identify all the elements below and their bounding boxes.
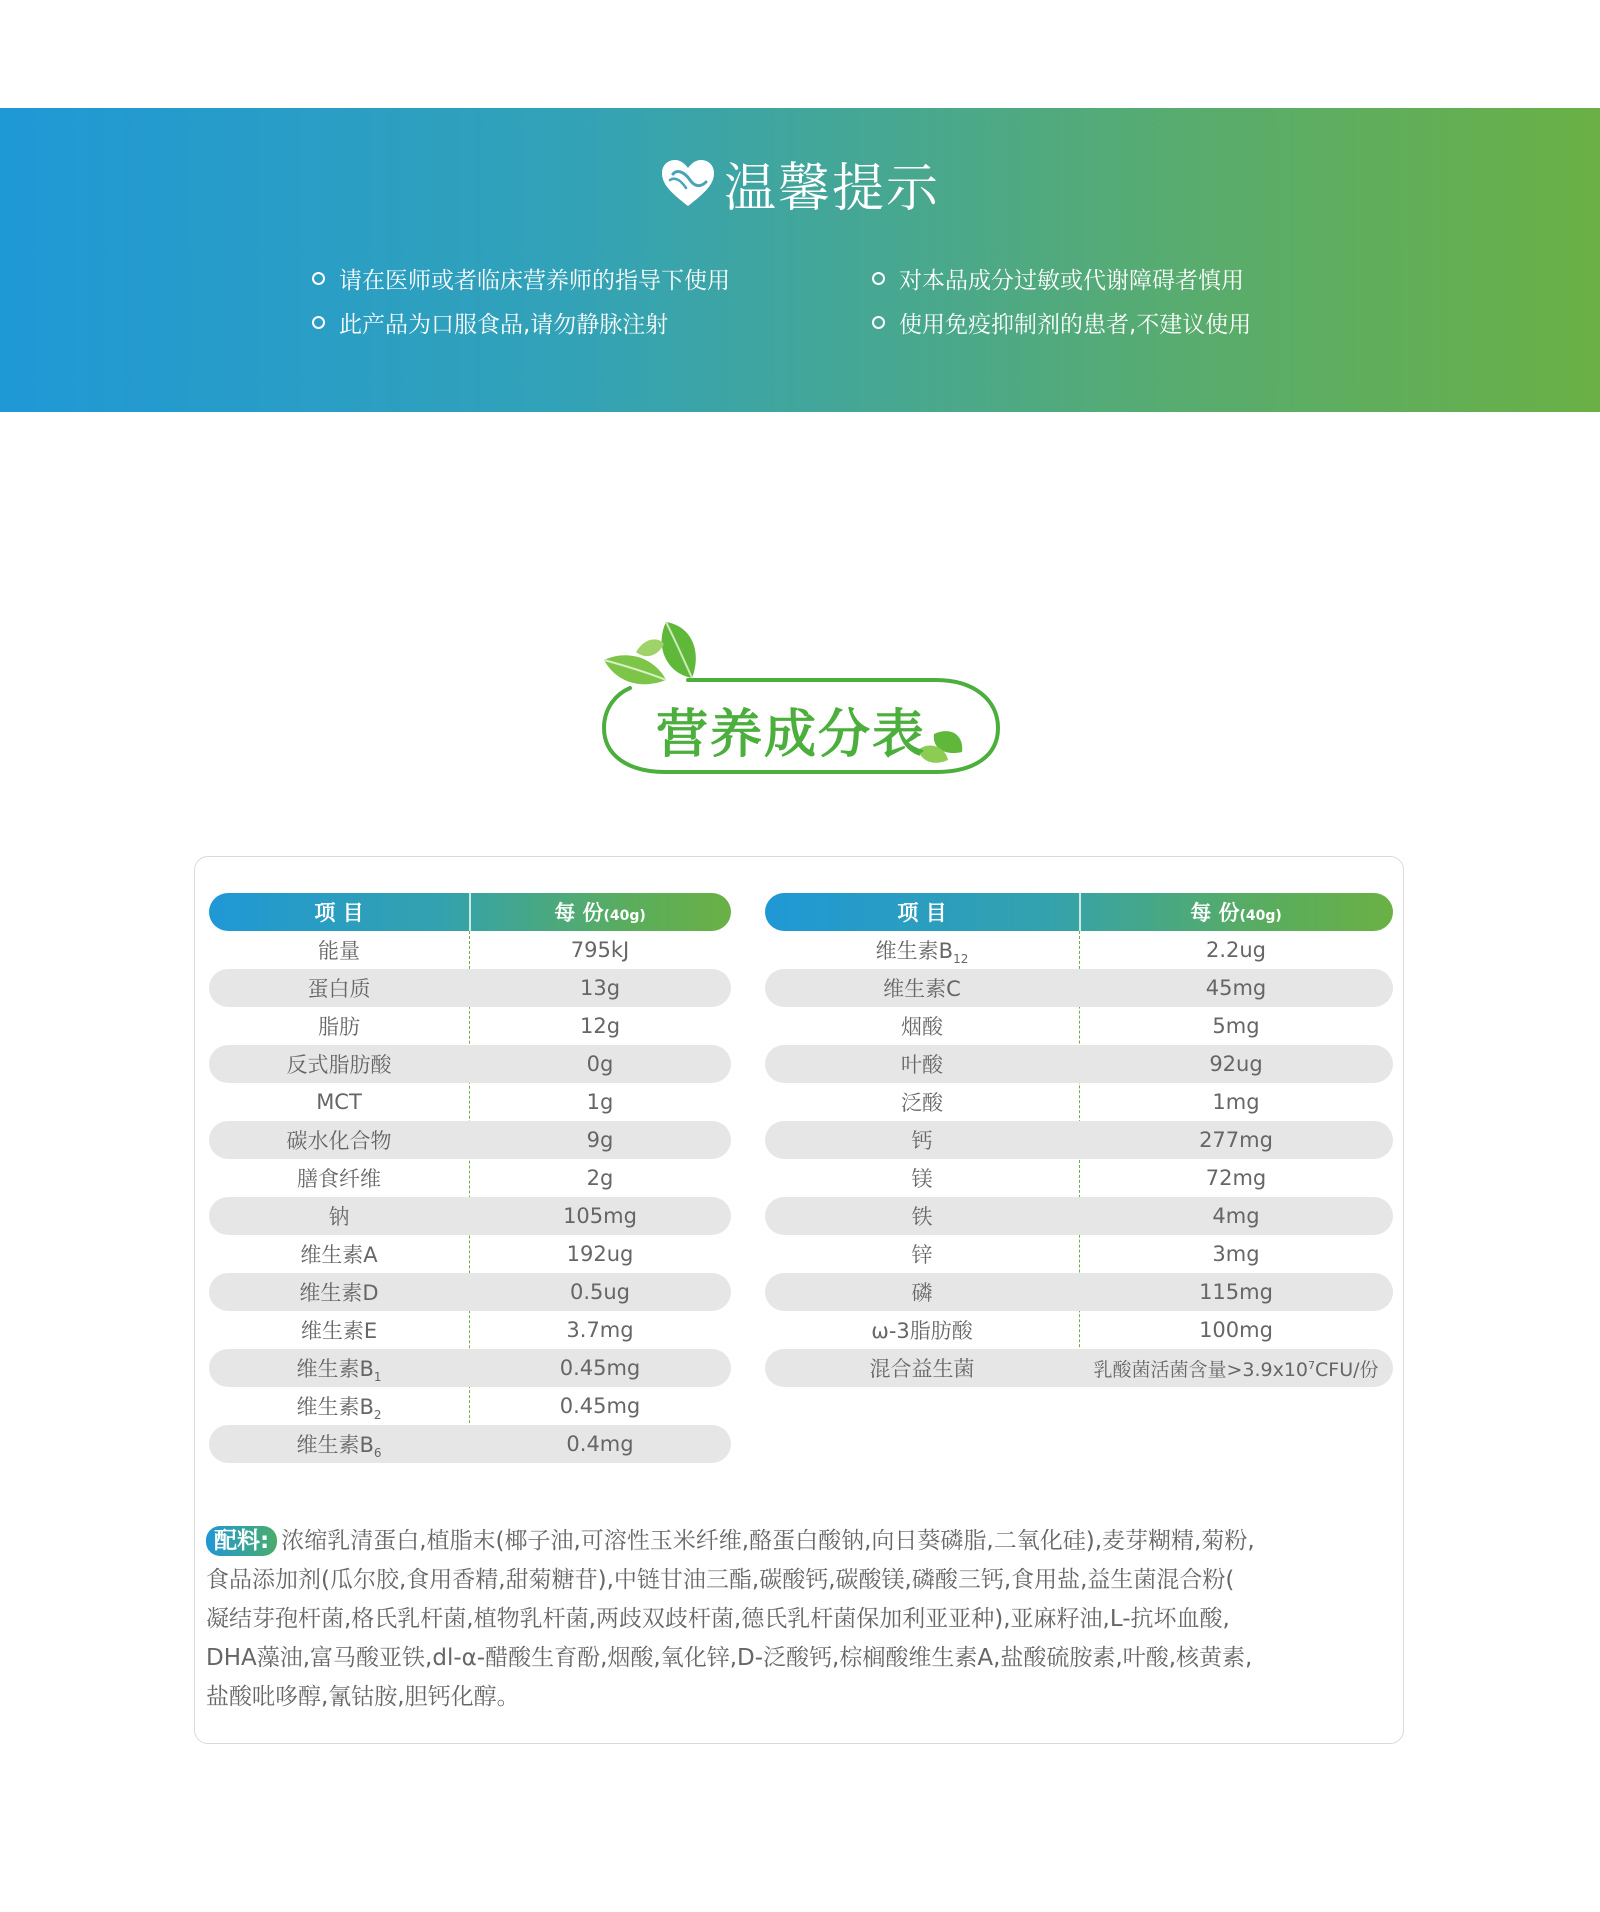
tips-title-text: 温馨提示 bbox=[723, 159, 940, 219]
nutrient-value: 4mg bbox=[1212, 1204, 1260, 1228]
tip-item bbox=[872, 262, 1244, 295]
table-row bbox=[765, 1083, 1393, 1121]
tip-text: 此产品为口服食品,请勿静脉注射 bbox=[339, 312, 669, 338]
nutrient-name: 蛋白质 bbox=[307, 977, 371, 1001]
table-row bbox=[765, 1235, 1393, 1273]
nutrient-name: 烟酸 bbox=[901, 1015, 943, 1039]
nutrient-name: 维生素$B_2$ bbox=[296, 1394, 382, 1422]
table-body bbox=[209, 931, 731, 1463]
nutrient-value: 9g bbox=[586, 1128, 614, 1152]
nutrient-value: 12g bbox=[579, 1014, 621, 1038]
nutrient-name: ω-3脂肪酸 bbox=[871, 1319, 973, 1343]
table-row bbox=[765, 969, 1393, 1007]
bullet-icon bbox=[312, 272, 325, 285]
nutrient-name: 钠 bbox=[328, 1205, 350, 1229]
ingredients-line: 盐酸吡哆醇,氰钴胺,胆钙化醇。 bbox=[206, 1684, 520, 1710]
heart-icon bbox=[660, 158, 716, 210]
table-row bbox=[765, 1007, 1393, 1045]
nutrient-name: 叶酸 bbox=[901, 1053, 943, 1077]
table-row bbox=[765, 931, 1393, 969]
nutrient-value: 0.4mg bbox=[566, 1432, 634, 1456]
nutrient-name: 维生素C bbox=[883, 977, 961, 1001]
bullet-icon bbox=[872, 316, 885, 329]
tip-text: 使用免疫抑制剂的患者,不建议使用 bbox=[899, 312, 1252, 338]
table-row bbox=[765, 1273, 1393, 1311]
header-item: 项 目 bbox=[897, 901, 947, 925]
nutrient-name: 维生素$B_6$ bbox=[296, 1432, 382, 1460]
tip-item bbox=[312, 262, 730, 295]
nutrient-name: 维生素E bbox=[300, 1319, 378, 1343]
table-row bbox=[209, 1197, 731, 1235]
table-row bbox=[209, 1083, 731, 1121]
nutrient-value: 795kJ bbox=[570, 938, 630, 962]
tip-item bbox=[312, 306, 668, 339]
nutrient-name: 镁 bbox=[911, 1167, 933, 1191]
table-row bbox=[209, 1007, 731, 1045]
bullet-icon bbox=[872, 272, 885, 285]
nutrient-value: 0.45mg bbox=[559, 1356, 641, 1380]
nutrition-table-right bbox=[765, 893, 1393, 1387]
section-title: 营养成分表 bbox=[656, 705, 927, 765]
table-row bbox=[209, 969, 731, 1007]
table-row bbox=[765, 1349, 1393, 1387]
table-header bbox=[765, 893, 1393, 931]
nutrient-value: 2.2ug bbox=[1205, 938, 1267, 962]
table-row bbox=[765, 1159, 1393, 1197]
bullet-icon bbox=[312, 316, 325, 329]
nutrient-name: 维生素$B_1$ bbox=[296, 1356, 382, 1384]
nutrient-value: 1mg bbox=[1212, 1090, 1260, 1114]
nutrient-value: 13g bbox=[579, 976, 621, 1000]
table-row bbox=[209, 1425, 731, 1463]
nutrient-value: 3.7mg bbox=[566, 1318, 634, 1342]
header-per-serving: 每 份(40g) bbox=[1190, 901, 1282, 925]
leaf-icon bbox=[604, 622, 696, 684]
table-row bbox=[765, 1311, 1393, 1349]
tip-text: 对本品成分过敏或代谢障碍者慎用 bbox=[899, 268, 1244, 294]
table-header bbox=[209, 893, 731, 931]
table-row bbox=[209, 1349, 731, 1387]
nutrient-value: 5mg bbox=[1212, 1014, 1260, 1038]
table-row bbox=[209, 1121, 731, 1159]
header-per-serving: 每 份(40g) bbox=[554, 901, 646, 925]
table-row bbox=[209, 1311, 731, 1349]
ingredients-line: 配料: 浓缩乳清蛋白,植脂末(椰子油,可溶性玉米纤维,酪蛋白酸钠,向日葵磷脂,二氧化硅),麦芽糊精,菊粉, bbox=[206, 1522, 1392, 1561]
tip-text: 请在医师或者临床营养师的指导下使用 bbox=[339, 268, 730, 294]
header-item: 项 目 bbox=[314, 901, 364, 925]
table-row bbox=[209, 1159, 731, 1197]
nutrient-value: 115mg bbox=[1199, 1280, 1273, 1304]
nutrient-name: 碳水化合物 bbox=[286, 1129, 392, 1153]
ingredients-line: 食品添加剂(瓜尔胶,食用香精,甜菊糖苷),中链甘油三酯,碳酸钙,碳酸镁,磷酸三钙,食用盐,益生菌混合粉( bbox=[206, 1567, 1235, 1593]
nutrient-value: 45mg bbox=[1205, 976, 1267, 1000]
nutrient-name: 反式脂肪酸 bbox=[286, 1053, 392, 1077]
nutrient-value: 1g bbox=[586, 1090, 614, 1114]
nutrient-value: 192ug bbox=[566, 1242, 634, 1266]
ingredients bbox=[206, 1522, 1392, 1717]
table-row bbox=[209, 931, 731, 969]
nutrient-name: 混合益生菌 bbox=[869, 1357, 975, 1381]
nutrient-name: 磷 bbox=[911, 1281, 933, 1305]
nutrient-value: 277mg bbox=[1199, 1128, 1273, 1152]
nutrient-name: 维生素$B_{12}$ bbox=[875, 938, 969, 966]
nutrient-name: MCT bbox=[316, 1090, 362, 1114]
tips-banner bbox=[0, 108, 1600, 412]
nutrient-name: 泛酸 bbox=[901, 1091, 943, 1115]
nutrient-name: 维生素D bbox=[299, 1281, 379, 1305]
table-row bbox=[209, 1045, 731, 1083]
nutrient-name: 膳食纤维 bbox=[297, 1167, 381, 1191]
table-row bbox=[765, 1121, 1393, 1159]
nutrient-value: 3mg bbox=[1212, 1242, 1260, 1266]
tips-title bbox=[0, 146, 1600, 221]
ingredients-label: 配料: bbox=[206, 1526, 277, 1556]
ingredients-line: DHA藻油,富马酸亚铁,dl-α-醋酸生育酚,烟酸,氧化锌,D-泛酸钙,棕榈酸维生素A,盐酸硫胺素,叶酸,核黄素, bbox=[206, 1645, 1253, 1671]
header-divider bbox=[469, 893, 471, 931]
nutrient-name: 锌 bbox=[911, 1243, 933, 1267]
nutrient-value: 105mg bbox=[563, 1204, 637, 1228]
nutrition-table-left bbox=[209, 893, 731, 1463]
nutrient-name: 维生素A bbox=[300, 1243, 378, 1267]
nutrient-value: 0.45mg bbox=[559, 1394, 641, 1418]
table-row bbox=[209, 1387, 731, 1425]
table-row bbox=[209, 1273, 731, 1311]
table-row bbox=[209, 1235, 731, 1273]
table-row bbox=[765, 1045, 1393, 1083]
nutrient-value: 0.5ug bbox=[569, 1280, 631, 1304]
tip-item bbox=[872, 306, 1251, 339]
nutrient-name: 铁 bbox=[911, 1205, 933, 1229]
nutrient-value: 乳酸菌活菌含量$>3.9x10^7CFU/$份 bbox=[1093, 1358, 1379, 1381]
nutrient-name: 钙 bbox=[911, 1129, 933, 1153]
nutrient-value: 92ug bbox=[1209, 1052, 1263, 1076]
nutrient-value: 0g bbox=[586, 1052, 614, 1076]
header-divider bbox=[1079, 893, 1081, 931]
nutrient-name: 脂肪 bbox=[318, 1015, 360, 1039]
nutrient-value: 72mg bbox=[1205, 1166, 1267, 1190]
nutrient-value: 2g bbox=[586, 1166, 614, 1190]
nutrient-name: 能量 bbox=[318, 939, 360, 963]
table-row bbox=[765, 1197, 1393, 1235]
ingredients-line: 凝结芽孢杆菌,格氏乳杆菌,植物乳杆菌,两歧双歧杆菌,德氏乳杆菌保加利亚亚种),亚麻籽油,L-抗坏血酸, bbox=[206, 1606, 1230, 1632]
nutrient-value: 100mg bbox=[1199, 1318, 1273, 1342]
table-body bbox=[765, 931, 1393, 1387]
